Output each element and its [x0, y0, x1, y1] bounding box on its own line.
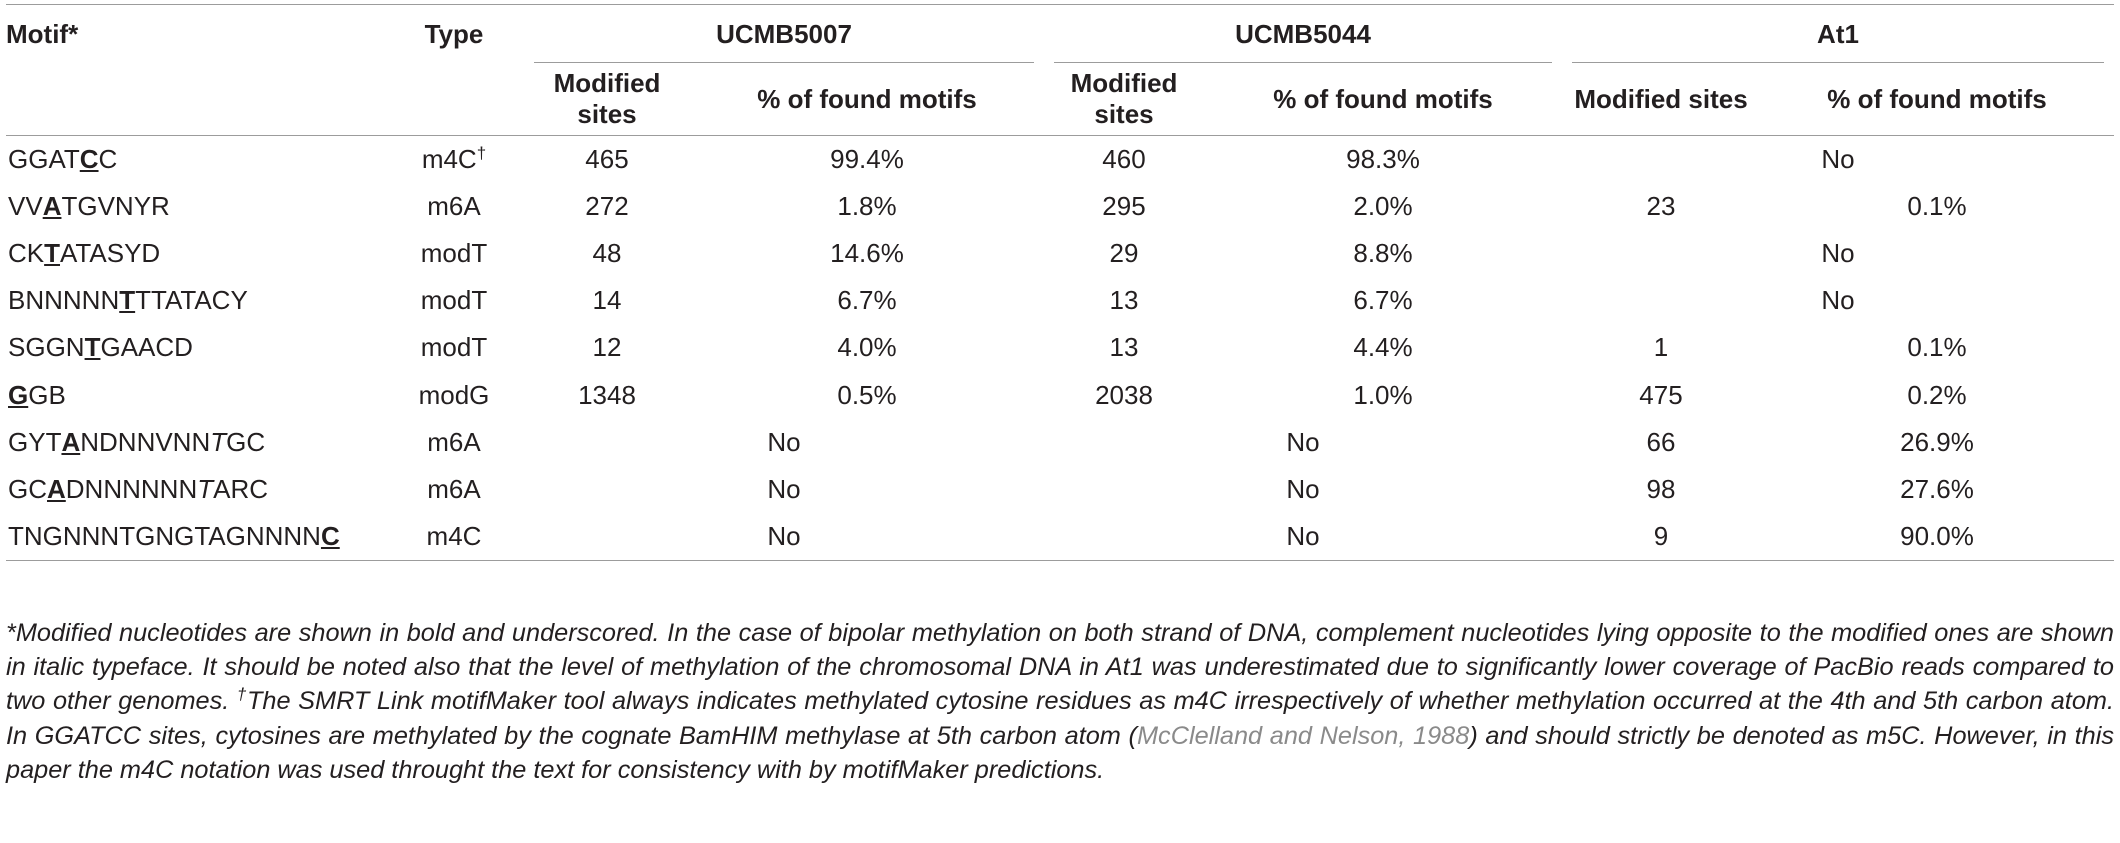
u5007-modified-sites-cell: 1348 [578, 379, 636, 410]
at1-pct-found-cell: 27.6% [1900, 473, 1974, 504]
u5007-modified-sites-cell: 48 [592, 237, 622, 268]
u5044-pct-found-cell: 8.8% [1353, 237, 1413, 268]
motif-segment: GC [226, 426, 266, 457]
modified-nucleotide: A [61, 426, 81, 457]
motif-column-header: Motif* [6, 19, 79, 49]
table-row [6, 419, 2114, 466]
motif-cell [6, 230, 384, 277]
u5007-pct-found-cell: 0.5% [837, 379, 897, 410]
modified-nucleotide: G [8, 379, 29, 410]
u5044-modified-sites-cell: 13 [1109, 332, 1139, 363]
motif-cell [6, 419, 384, 466]
type-label: m6A [427, 473, 481, 504]
motif-segment: SGGN [8, 332, 85, 363]
u5007-pct-found-cell: 6.7% [837, 285, 897, 316]
ucmb5007-modified-sites-header: Modified sites [553, 68, 661, 129]
type-cell [384, 513, 524, 560]
motif-segment: BNNNNN [8, 285, 120, 316]
type-cell [384, 230, 524, 277]
motif-segment: GGAT [8, 143, 80, 174]
motif-segment: TTATACY [135, 285, 248, 316]
at1-modified-sites-cell: 66 [1646, 426, 1676, 457]
type-cell [384, 324, 524, 371]
modified-nucleotide: T [44, 237, 61, 268]
motif-segment: TNGNNNTGNGTAGNNNN [8, 520, 321, 551]
at1-no-cell: No [1821, 285, 1855, 316]
u5007-pct-found-cell: 4.0% [837, 332, 897, 363]
u5044-modified-sites-cell: 295 [1102, 190, 1146, 221]
at1-pct-found-cell: 0.2% [1907, 379, 1967, 410]
type-label: modG [418, 379, 490, 410]
ucmb5044-modified-sites-header: Modified sites [1070, 68, 1178, 129]
u5007-pct-found-cell: 14.6% [830, 237, 904, 268]
table-row [6, 183, 2114, 230]
type-cell [384, 466, 524, 513]
at1-no-cell: No [1821, 143, 1855, 174]
table-row [6, 277, 2114, 324]
motif-segment: GB [28, 379, 66, 410]
u5044-modified-sites-cell: 2038 [1095, 379, 1153, 410]
type-label: modT [420, 332, 488, 363]
motif-segment: CK [8, 237, 45, 268]
table-row [6, 324, 2114, 371]
at1-modified-sites-cell: 1 [1653, 332, 1669, 363]
u5007-no-cell: No [767, 473, 801, 504]
footnote-text-2: The SMRT Link motifMaker tool always indicates methylated cytosine residues as m4C irrespectively of whether methylation occurred at the 4th and 5th carbon atom. In GGATCC sites, cytosines are methylated by the cognate BamHIM methylase at 5th carbon atom ( [6, 687, 2114, 750]
u5044-pct-found-cell: 2.0% [1353, 190, 1413, 221]
motif-segment: C [98, 143, 118, 174]
type-label: m6A [427, 426, 481, 457]
motif-segment: DNNNNNN [65, 473, 198, 504]
u5007-pct-found-cell: 99.4% [830, 143, 904, 174]
at1-modified-sites-cell: 23 [1646, 190, 1676, 221]
table-row [6, 371, 2114, 418]
type-cell [384, 277, 524, 324]
modified-nucleotide: T [84, 332, 101, 363]
motif-table [6, 4, 2114, 561]
table-row [6, 136, 2114, 183]
at1-pct-found-cell: 0.1% [1907, 332, 1967, 363]
modified-nucleotide: C [79, 143, 99, 174]
type-column-header: Type [424, 19, 484, 49]
u5007-modified-sites-cell: 14 [592, 285, 622, 316]
u5007-modified-sites-cell: 272 [585, 190, 629, 221]
group-header-ucmb5007: UCMB5007 [524, 5, 1044, 64]
u5044-pct-found-cell: 1.0% [1353, 379, 1413, 410]
type-label: m4C [421, 143, 477, 174]
at1-modified-sites-cell: 475 [1639, 379, 1683, 410]
motif-segment: GC [8, 473, 47, 504]
at1-modified-sites-cell: 98 [1646, 473, 1676, 504]
citation-link[interactable]: McClelland and Nelson, 1988 [1136, 721, 1470, 750]
modified-nucleotide: C [320, 520, 340, 551]
u5007-modified-sites-cell: 12 [592, 332, 622, 363]
motif-segment: ARC [213, 473, 269, 504]
at1-pct-found-cell: 0.1% [1907, 190, 1967, 221]
motif-segment: GAACD [100, 332, 193, 363]
motif-cell [6, 466, 384, 513]
u5044-pct-found-cell: 4.4% [1353, 332, 1413, 363]
modified-nucleotide: A [47, 473, 66, 504]
at1-pct-found-header: % of found motifs [1827, 83, 2047, 114]
type-cell [384, 183, 524, 230]
type-cell [384, 371, 524, 418]
table-row [6, 230, 2114, 277]
motif-cell [6, 371, 384, 418]
modified-nucleotide: A [42, 190, 62, 221]
u5007-modified-sites-cell: 465 [585, 143, 629, 174]
at1-pct-found-cell: 90.0% [1900, 520, 1974, 551]
footnote-text-1: *Modified nucleotides are shown in bold and underscored. In the case of bipolar methylation on both strand of DNA, complement nucleotides lying opposite to the modified ones are shown in italic typeface. It should be noted also that the level of methylation of the chromosomal DNA in At1 was underestimated due to significantly lower coverage of PacBio reads compared to two other genomes. [6, 619, 2114, 716]
u5044-pct-found-cell: 98.3% [1346, 143, 1420, 174]
ucmb5007-pct-found-header: % of found motifs [757, 83, 977, 114]
type-label: m6A [427, 190, 481, 221]
motif-segment: TGVNYR [61, 190, 170, 221]
footnote-text-3: ) and should strictly be denoted as m5C. However, in this paper the m4C notation was used throught the text for consistency with by motifMaker predictions. [6, 721, 2114, 784]
u5044-no-cell: No [1286, 426, 1320, 457]
ucmb5044-pct-found-header: % of found motifs [1273, 83, 1493, 114]
modified-nucleotide: T [119, 285, 136, 316]
motif-segment: NDNNVNN [80, 426, 211, 457]
u5007-no-cell: No [767, 520, 801, 551]
type-label: m4C [426, 520, 482, 551]
u5044-no-cell: No [1286, 520, 1320, 551]
at1-pct-found-cell: 26.9% [1900, 426, 1974, 457]
group-header-at1: At1 [1562, 5, 2114, 64]
complement-nucleotide: T [210, 426, 227, 457]
u5044-pct-found-cell: 6.7% [1353, 285, 1413, 316]
dagger-mark: † [476, 143, 487, 163]
u5044-modified-sites-cell: 460 [1102, 143, 1146, 174]
motif-cell [6, 277, 384, 324]
motif-cell [6, 183, 384, 230]
motif-cell [6, 136, 384, 183]
u5044-modified-sites-cell: 13 [1109, 285, 1139, 316]
motif-cell [6, 513, 384, 560]
u5007-no-cell: No [767, 426, 801, 457]
type-label: modT [420, 285, 488, 316]
table-body [6, 136, 2114, 561]
motif-segment: VV [8, 190, 43, 221]
motif-cell [6, 324, 384, 371]
table-row [6, 513, 2114, 560]
u5044-no-cell: No [1286, 473, 1320, 504]
at1-no-cell: No [1821, 237, 1855, 268]
complement-nucleotide: T [197, 473, 214, 504]
u5044-modified-sites-cell: 29 [1109, 237, 1139, 268]
u5007-pct-found-cell: 1.8% [837, 190, 897, 221]
table-row [6, 466, 2114, 513]
motif-segment: GYT [8, 426, 62, 457]
at1-modified-sites-header: Modified sites [1574, 83, 1748, 114]
dagger-mark: † [236, 684, 247, 704]
at1-modified-sites-cell: 9 [1653, 520, 1669, 551]
type-label: modT [420, 237, 488, 268]
motif-segment: ATASYD [60, 237, 161, 268]
group-header-ucmb5044: UCMB5044 [1044, 5, 1562, 64]
type-cell [384, 136, 524, 183]
table-footnote [6, 616, 2114, 787]
type-cell [384, 419, 524, 466]
